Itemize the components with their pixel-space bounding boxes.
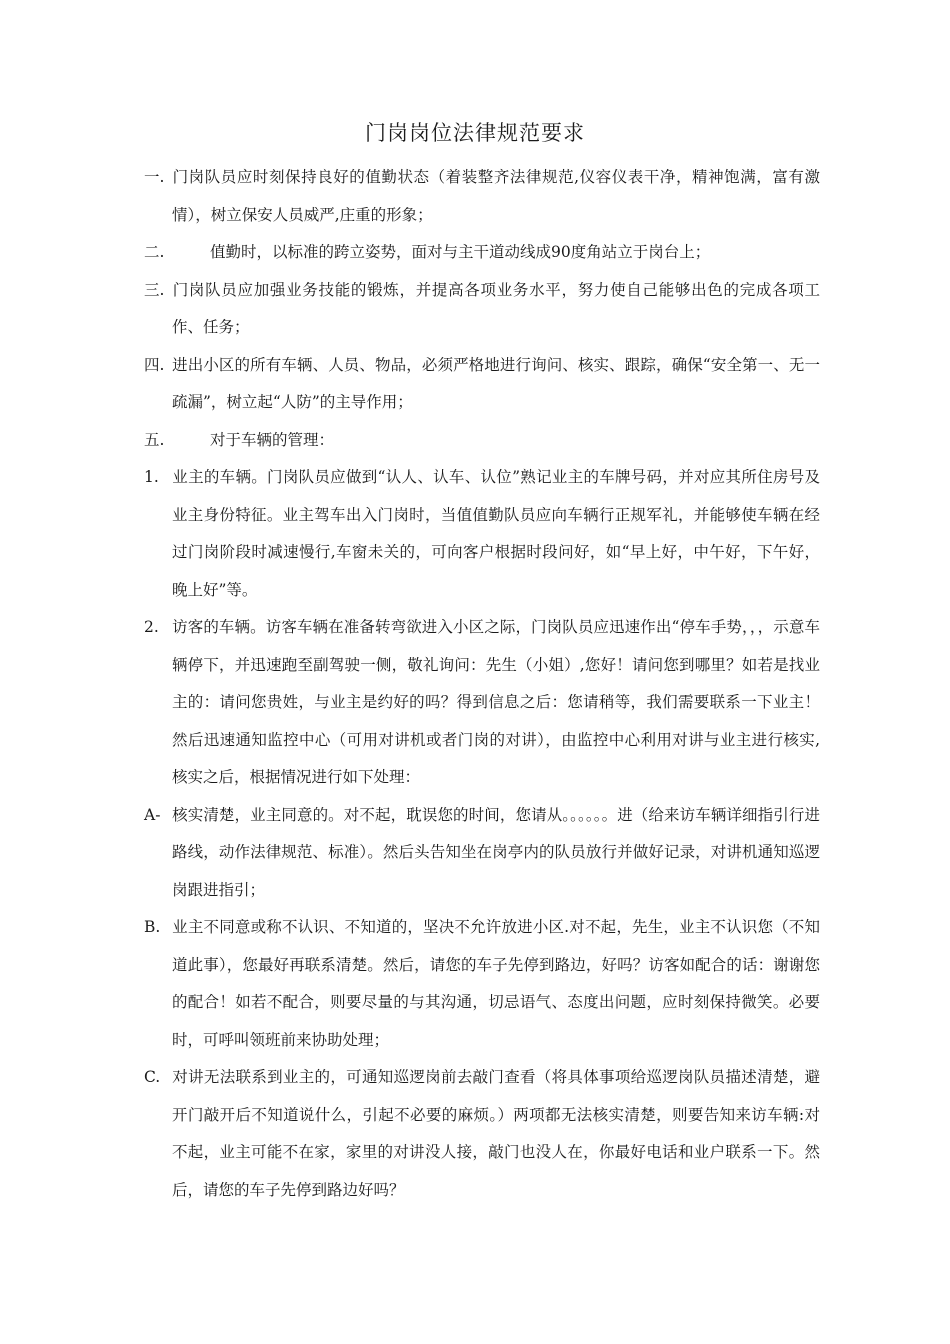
list-item [144,272,820,347]
list-item [144,234,820,272]
item-marker: 五. [144,430,165,449]
list-item [144,609,820,797]
list-item [144,347,820,422]
document-body [144,159,820,1209]
item-text: 访客的车辆。访客车辆在准备转弯欲进入小区之际，门岗队员应迅速作出“停车手势，，，示意车辆停下，并迅速跑至副驾驶一侧，敬礼询问：先生（小姐）,您好！请问您到哪里？如若是找业主的：请问您贵姓，与业主是约好的吗？得到信息之后：您请稍等，我们需要联系一下业主！然后迅速通知监控中心（可用对讲机或者门岗的对讲），由监控中心利用对讲与业主进行核实,核实之后，根据情况进行如下处理： [172,618,820,786]
item-text: 业主不同意或称不认识、不知道的，坚决不允许放进小区.对不起，先生，业主不认识您（不知道此事），您最好再联系清楚。然后，请您的车子先停到路边，好吗？访客如配合的话：谢谢您的配合！如若不配合，则要尽量的与其沟通，切忌语气、态度出问题，应时刻保持微笑。必要时，可呼叫领班前来协助处理； [172,918,820,1049]
item-marker: C. [144,1068,161,1086]
list-item [144,422,820,460]
item-text: 对于车辆的管理： [210,430,335,449]
item-text: 值勤时，以标准的跨立姿势，面对与主干道动线成90度角站立于岗台上； [210,243,711,261]
item-text: 核实清楚，业主同意的。对不起，耽误您的时间，您请从。。。。。。进（给来访车辆详细指引行进路线，动作法律规范、标准）。然后头告知坐在岗亭内的队员放行并做好记录，对讲机通知巡逻岗跟进指引； [172,805,820,899]
item-marker: 三. [144,280,165,299]
item-marker: A- [144,805,161,824]
list-item [144,909,820,1059]
item-text: 对讲无法联系到业主的，可通知巡逻岗前去敲门查看（将具体事项给巡逻岗队员描述清楚，避开门敲开后不知道说什么，引起不必要的麻烦。）两项都无法核实清楚，则要告知来访车辆:对不起，业主可能不在家，家里的对讲没人接，敲门也没人在，你最好电话和业户联系一下。然后，请您的车子先停到路边好吗？ [172,1068,820,1199]
item-marker: 1. [144,468,159,486]
item-text: 门岗队员应时刻保持良好的值勤状态（着装整齐法律规范,仪容仪表干净，精神饱满，富有激情），树立保安人员威严,庄重的形象； [172,168,820,224]
list-item [144,159,820,234]
document-title: 门岗岗位法律规范要求 [365,121,585,145]
list-item [144,797,820,910]
item-text: 进出小区的所有车辆、人员、物品，必须严格地进行询问、核实、跟踪，确保“安全第一、无一疏漏”，树立起“人防”的主导作用； [172,355,820,411]
item-marker: 四. [144,355,165,374]
item-marker: B. [144,918,161,936]
item-text: 业主的车辆。门岗队员应做到“认人、认车、认位”熟记业主的车牌号码，并对应其所住房号及业主身份特征。业主驾车出入门岗时，当值值勤队员应向车辆行正规军礼，并能够使车辆在经过门岗阶段时减速慢行,车窗未关的，可向客户根据时段问好，如“早上好，中午好，下午好，晚上好”等。 [172,468,820,599]
item-marker: 二. [144,243,165,261]
list-item [144,459,820,609]
item-marker: 2. [144,618,159,636]
item-text: 门岗队员应加强业务技能的锻炼，并提高各项业务水平，努力使自己能够出色的完成各项工作、任务； [172,280,820,336]
list-item [144,1059,820,1209]
item-marker: 一. [144,168,165,186]
